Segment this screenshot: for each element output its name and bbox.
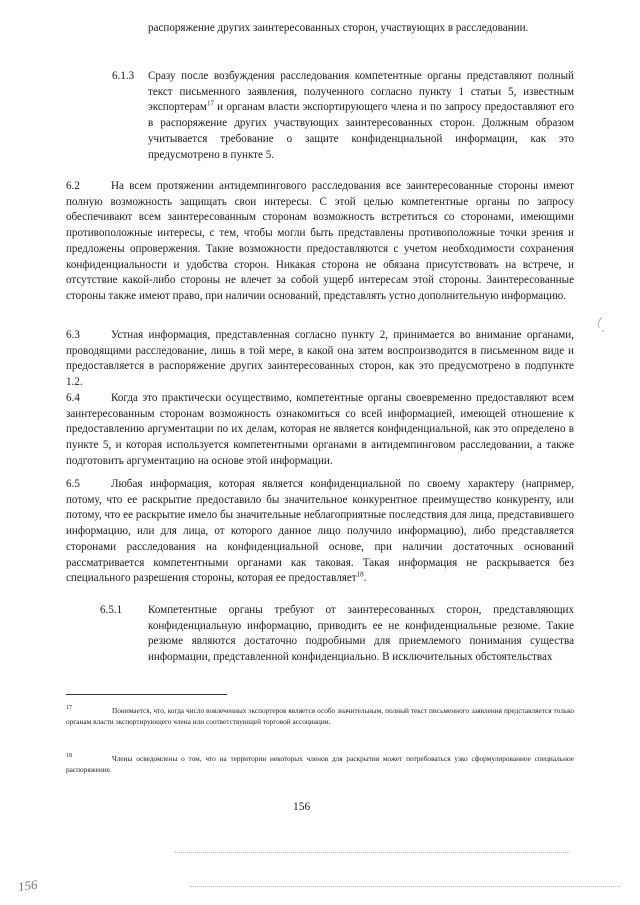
section-number-6-2: 6.2 bbox=[66, 180, 80, 192]
intro-paragraph bbox=[148, 21, 574, 37]
scan-artifact-line bbox=[190, 886, 620, 888]
section-6-4-text: Когда это практически осуществимо, компетентные органы своевременно предоставляют всем заинтересованным сторонам возможность ознакомиться со всей информацией, имеющей отношение к предоставлению аргументации по их делам, которая не является конфиденциальной, как это определено в пункте 5, и которая используется компетентными органами в антидемпинговом расследовании, а также подготовить аргументацию на основе этой информации. bbox=[66, 392, 574, 467]
scan-artifact-marks bbox=[596, 316, 606, 334]
footnote-18-text: Члены осведомлены о том, что на территории некоторых членов для раскрытия может потребоваться узко сформулированное специальное распоряжение. bbox=[66, 754, 574, 774]
section-6-3-text: Устная информация, представленная согласно пункту 2, принимается во внимание органами, проводящими расследование, лишь в той мере, в какой она затем воспроизводится в письменном виде и предоставляется в распоряжение других заинтересованных сторон, как это предусмотрено в подпункте 1.2. bbox=[66, 329, 574, 389]
scan-artifact-line bbox=[175, 852, 570, 854]
section-6-3-paragraph bbox=[66, 328, 574, 391]
footnote-ref-17[interactable]: 17 bbox=[206, 99, 214, 108]
section-number-6-3: 6.3 bbox=[66, 329, 80, 341]
handwritten-page-mark: 156 bbox=[16, 876, 39, 895]
section-6-1-3-text-cont: и органам власти экспортирующего члена и по запросу предоставляют его в распоряжение других участвующих заинтересованных сторон. Должным образом учитывается требование о защите конфиденциальной информации, как это предусмотрено в пункте 5. bbox=[148, 101, 574, 161]
section-number-6-5-1: 6.5.1 bbox=[100, 604, 123, 616]
page-number: 156 bbox=[293, 801, 311, 813]
section-6-5-paragraph bbox=[66, 477, 574, 587]
footnote-17-text: Понимается, что, когда число вовлеченных экспортеров является особо значительным, полный текст письменного заявления представляется только органам власти экспортирующего члена или соответствующей торговой ассоциации. bbox=[66, 706, 574, 726]
intro-text: распоряжение других заинтересованных сторон, участвующих в расследовании. bbox=[148, 22, 529, 34]
section-number-6-5: 6.5 bbox=[66, 478, 80, 490]
footnote-ref-18[interactable]: 18 bbox=[356, 570, 364, 579]
section-6-5-text: Любая информация, которая является конфиденциальной по своему характеру (например, потому, что ее раскрытие предоставило бы значительное конкурентное преимущество конкуренту, или потому, что ее раскрытие имело бы значительные неблагоприятные последствия для лица, представившего информацию, или для лица, от которого данное лицо получило информацию), либо представляется сторонами расследования на конфиденциальной основе, при наличии достаточных оснований рассматривается компетентными органами как таковая. Такая информация не раскрывается без специального разрешения стороны, которая ее предоставляет bbox=[66, 478, 574, 585]
section-6-1-3-paragraph bbox=[148, 69, 574, 163]
section-number-6-4: 6.4 bbox=[66, 392, 80, 404]
footnote-17-number: 17 bbox=[66, 705, 72, 711]
section-6-1-3-text: Сразу после возбуждения расследования компетентные органы представляют полный текст письменного заявления, полученного согласно пункту 1 статьи 5, известным экспортерам bbox=[148, 70, 574, 114]
section-6-2-text: На всем протяжении антидемпингового расследования все заинтересованные стороны имеют полную возможность защищать свои интересы. С этой целью компетентные органы по запросу обеспечивают всем заинтересованным сторонам возможность встретиться со сторонами, имеющими противоположные интересы, с тем, чтобы могли быть представлены противоположные точки зрения и предложены опровержения. Такие возможности предоставляются с учетом необходимости сохранения конфиденциальности и удобства сторон. Никакая сторона не обязана присутствовать на встрече, и отсутствие какой-либо стороны не влечет за собой ущерб интересам этой стороны. Заинтересованные стороны также имеют право, при наличии оснований, представлять устно дополнительную информацию. bbox=[66, 180, 574, 302]
section-6-5-text-cont: . bbox=[363, 572, 367, 585]
footnote-18-number: 18 bbox=[66, 753, 72, 759]
section-6-5-1-paragraph bbox=[148, 603, 574, 666]
section-6-2-paragraph bbox=[66, 179, 574, 305]
section-6-5-1-text: Компетентные органы требуют от заинтересованных сторон, представляющих конфиденциальную информацию, приводить ее не конфиденциальные резюме. Такие резюме являются достаточно подробными для приемлемого понимания существа информации, представленной конфиденциально. В исключительных обстоятельствах bbox=[148, 604, 574, 664]
footnote-separator bbox=[66, 694, 227, 695]
section-number-6-1-3: 6.1.3 bbox=[112, 70, 135, 82]
section-6-4-paragraph bbox=[66, 391, 574, 470]
